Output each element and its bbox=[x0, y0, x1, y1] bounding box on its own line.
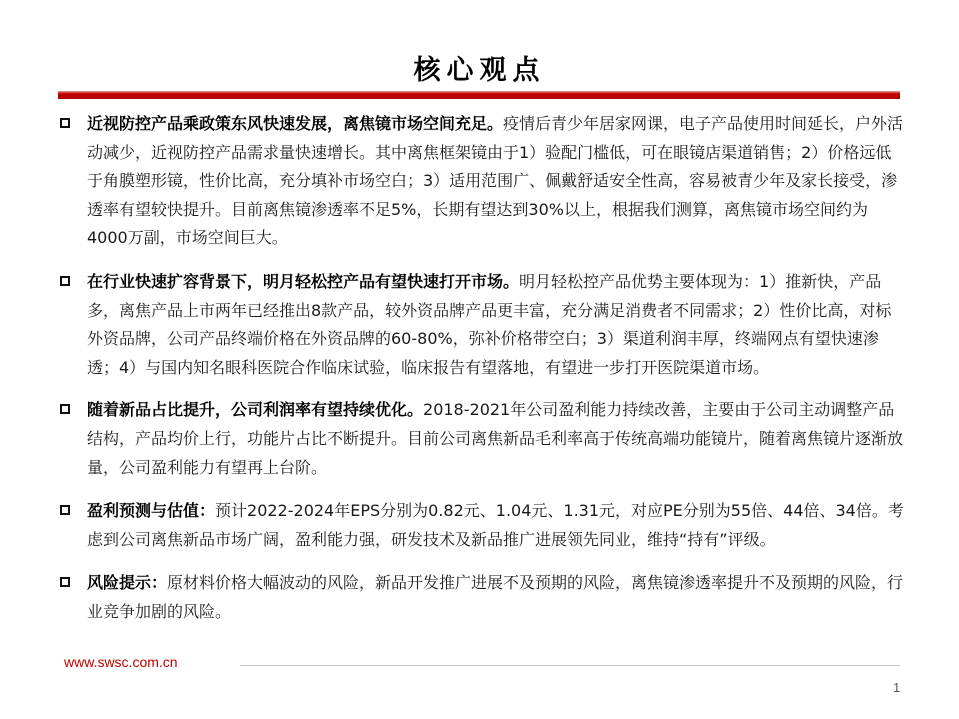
square-bullet-icon bbox=[60, 118, 70, 128]
page-number: 1 bbox=[893, 680, 901, 695]
footer-divider bbox=[240, 665, 900, 666]
square-bullet-icon bbox=[60, 276, 70, 286]
key-point-lead: 盈利预测与估值： bbox=[87, 501, 216, 521]
key-point-text bbox=[87, 569, 905, 626]
key-point-text bbox=[87, 396, 905, 482]
footer-website-link[interactable]: www.swsc.com.cn bbox=[64, 654, 178, 670]
key-point-text bbox=[87, 110, 905, 253]
key-point bbox=[60, 497, 905, 554]
key-point-body: 明月轻松控产品优势主要体现为：1）推新快，产品多，离焦产品上市两年已经推出8款产品，较外资品牌产品更丰富，充分满足消费者不同需求；2）性价比高，对标外资品牌，公司产品终端价格在外资品牌的60-80%，弥补价格带空白；3）渠道利润丰厚，终端网点有望快速渗透；4）与国内知名眼科医院合作临床试验，临床报告有望落地，有望进一步打开医院渠道市场。 bbox=[87, 271, 892, 377]
key-point-lead: 在行业快速扩容背景下，明月轻松控产品有望快速打开市场。 bbox=[87, 271, 520, 291]
key-point-lead: 近视防控产品乘政策东风快速发展，离焦镜市场空间充足。 bbox=[87, 114, 504, 133]
key-point-lead: 随着新品占比提升，公司利润率有望持续优化。 bbox=[87, 400, 424, 420]
key-point-body: 疫情后青少年居家网课，电子产品使用时间延长，户外活动减少，近视防控产品需求量快速增长。其中离焦框架镜由于1）验配门槛低，可在眼镜店渠道销售；2）价格远低于角膜塑形镜，性价比高，充分填补市场空白；3）适用范围广、佩戴舒适安全性高，容易被青少年及家长接受，渗透率有望较快提升。目前离焦镜渗透率不足5%，长期有望达到30%以上，根据我们测算，离焦镜市场空间约为4000万副，市场空间巨大。 bbox=[87, 114, 904, 248]
key-point bbox=[60, 110, 905, 253]
title-divider bbox=[58, 91, 900, 99]
key-point-body: 预计2022-2024年EPS分别为0.82元、1.04元、1.31元，对应PE分别为55倍、44倍、34倍。考虑到公司离焦新品市场广阔，盈利能力强，研发技术及新品推广进展领先同业，维持“持有”评级。 bbox=[87, 501, 904, 549]
square-bullet-icon bbox=[60, 505, 70, 515]
key-point-body: 原材料价格大幅波动的风险，新品开发推广进展不及预期的风险，离焦镜渗透率提升不及预期的风险，行业竞争加剧的风险。 bbox=[87, 573, 904, 621]
key-point-lead: 风险提示： bbox=[87, 573, 168, 593]
key-point bbox=[60, 268, 905, 382]
page-title: 核心观点 bbox=[413, 55, 546, 86]
key-point-text bbox=[87, 497, 905, 554]
square-bullet-icon bbox=[60, 404, 70, 414]
key-points-list bbox=[60, 110, 905, 642]
square-bullet-icon bbox=[60, 577, 70, 587]
key-point-body: 2018-2021年公司盈利能力持续改善，主要由于公司主动调整产品结构，产品均价上行，功能片占比不断提升。目前公司离焦新品毛利率高于传统高端功能镜片，随着离焦镜片逐渐放量，公司盈利能力有望再上台阶。 bbox=[87, 400, 904, 477]
key-point-text bbox=[87, 268, 905, 382]
key-point bbox=[60, 396, 905, 482]
key-point bbox=[60, 569, 905, 626]
